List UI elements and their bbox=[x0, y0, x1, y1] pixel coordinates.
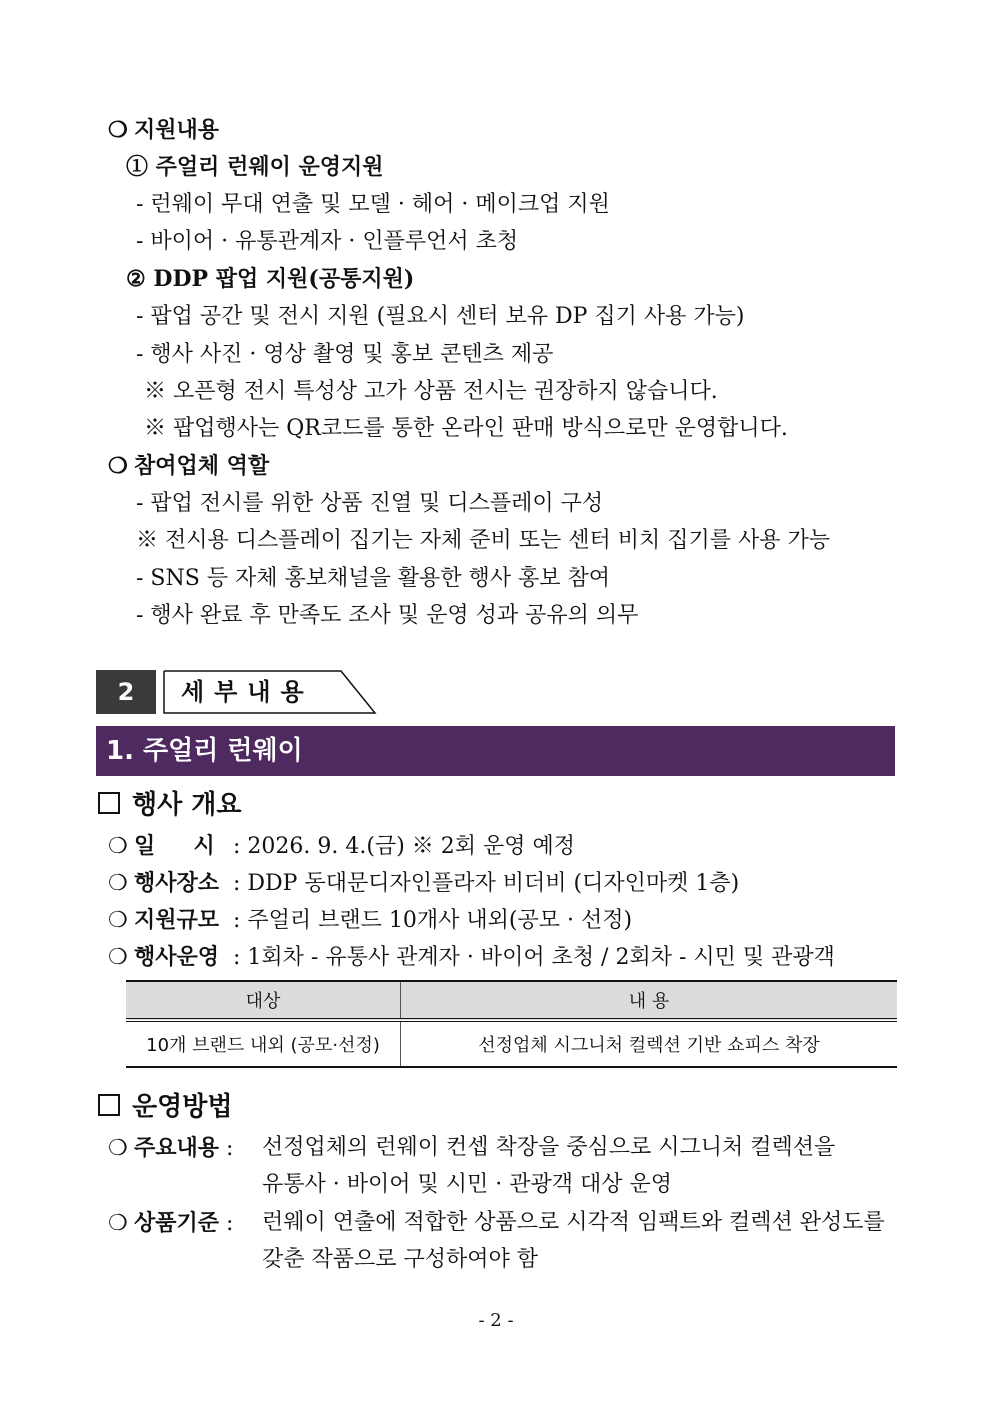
support-item1-title: ① 주얼리 런웨이 운영지원 bbox=[126, 154, 384, 180]
method-text: 선정업체의 런웨이 컨셉 착장을 중심으로 시그니처 컬렉션을 bbox=[262, 1135, 836, 1160]
subsection-title: 1. 주얼리 런웨이 bbox=[106, 736, 303, 766]
table-cell: 선정업체 시그니처 컬렉션 기반 쇼피스 착장 bbox=[401, 1020, 898, 1067]
method-text: 유통사 · 바이어 및 시민 · 관광객 대상 운영 bbox=[262, 1172, 672, 1197]
overview-row: ❍ 행사운영 : 1회차 - 유통사 관계자 · 바이어 초청 / 2회차 - 시민 및 관광객 bbox=[108, 944, 835, 970]
role-line: - 행사 완료 후 만족도 조사 및 운영 성과 공유의 의무 bbox=[136, 603, 639, 628]
page-number: - 2 - bbox=[478, 1310, 514, 1331]
method-heading: 운영방법 bbox=[98, 1090, 232, 1124]
overview-row: ❍ 일 시 : 2026. 9. 4.(금) ※ 2회 운영 예정 bbox=[108, 833, 576, 859]
table-header: 대상 bbox=[126, 981, 401, 1020]
overview-heading: 행사 개요 bbox=[98, 788, 242, 822]
section-title-box bbox=[163, 670, 377, 714]
table-header-row bbox=[126, 981, 897, 1020]
table-header: 내 용 bbox=[401, 981, 898, 1020]
support-item2-title: ② DDP 팝업 지원(공통지원) bbox=[126, 266, 415, 292]
method-text: 갖춘 작품으로 구성하여야 함 bbox=[262, 1247, 539, 1272]
overview-table bbox=[126, 980, 897, 1068]
subsection-band bbox=[96, 726, 895, 776]
checkbox-square-icon bbox=[98, 1094, 120, 1116]
support-item2-line: - 행사 사진 · 영상 촬영 및 홍보 콘텐츠 제공 bbox=[136, 342, 554, 367]
method-row: ❍ 주요내용 : bbox=[108, 1135, 234, 1161]
support-heading: ❍ 지원내용 bbox=[108, 117, 220, 143]
section-title: 세부내용 bbox=[181, 678, 314, 706]
checkbox-square-icon bbox=[98, 792, 120, 814]
support-item1-line: - 바이어 · 유통관계자 · 인플루언서 초청 bbox=[136, 229, 519, 254]
role-line: ※ 전시용 디스플레이 집기는 자체 준비 또는 센터 비치 집기를 사용 가능 bbox=[136, 528, 830, 553]
section-number: 2 bbox=[96, 670, 156, 714]
role-line: - SNS 등 자체 홍보채널을 활용한 행사 홍보 참여 bbox=[136, 566, 611, 591]
role-heading: ❍ 참여업체 역할 bbox=[108, 453, 270, 479]
support-note: ※ 오픈형 전시 특성상 고가 상품 전시는 권장하지 않습니다. bbox=[144, 379, 718, 404]
support-item1-line: - 런웨이 무대 연출 및 모델 · 헤어 · 메이크업 지원 bbox=[136, 192, 610, 217]
role-line: - 팝업 전시를 위한 상품 진열 및 디스플레이 구성 bbox=[136, 491, 604, 516]
overview-row: ❍ 지원규모 : 주얼리 브랜드 10개사 내외(공모 · 선정) bbox=[108, 907, 633, 933]
support-note: ※ 팝업행사는 QR코드를 통한 온라인 판매 방식으로만 운영합니다. bbox=[144, 416, 788, 441]
method-text: 런웨이 연출에 적합한 상품으로 시각적 임팩트와 컬렉션 완성도를 bbox=[262, 1210, 885, 1235]
table-cell: 10개 브랜드 내외 (공모·선정) bbox=[126, 1020, 401, 1067]
table-row bbox=[126, 1020, 897, 1067]
support-item2-line: - 팝업 공간 및 전시 지원 (필요시 센터 보유 DP 집기 사용 가능) bbox=[136, 304, 745, 329]
overview-row: ❍ 행사장소 : DDP 동대문디자인플라자 비더비 (디자인마켓 1층) bbox=[108, 870, 740, 896]
method-row: ❍ 상품기준 : bbox=[108, 1210, 234, 1236]
